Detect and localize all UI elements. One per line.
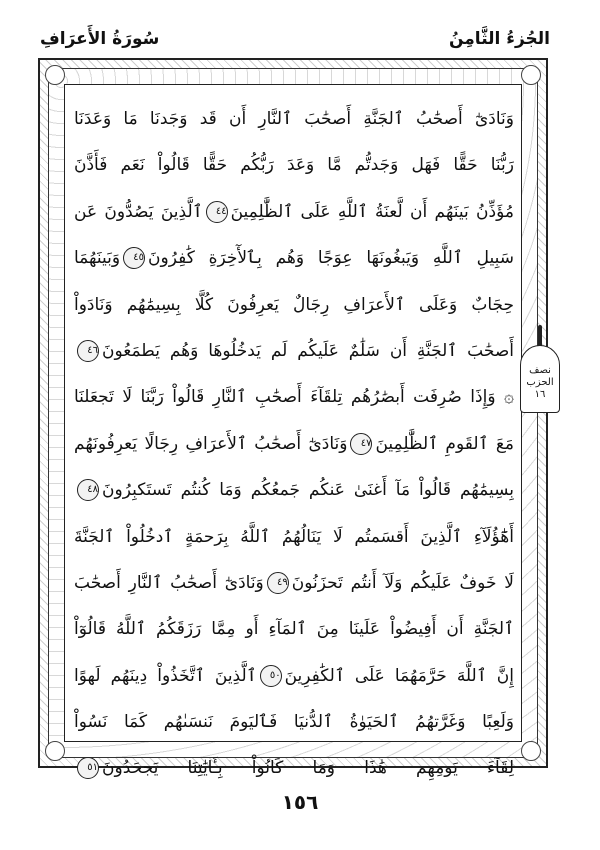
text-line xyxy=(74,374,514,420)
text-line xyxy=(74,96,514,142)
page-header xyxy=(40,24,550,54)
page-number: ١٥٦ xyxy=(281,790,319,814)
text-line xyxy=(74,328,514,374)
text-line xyxy=(74,282,514,328)
ayah-number-icon: ٤٤ xyxy=(206,201,228,223)
ayah-number-icon: ٤٥ xyxy=(123,247,145,269)
text-line xyxy=(74,699,514,745)
text-line xyxy=(74,606,514,652)
verse-text: بِسِيمَٰهُم قَالُواْ مَآ أَغنَىٰ عَنكُم جَمعُكُم وَمَا كُنتُم تَستَكبِرُونَ xyxy=(102,480,514,501)
text-line xyxy=(74,421,514,467)
corner-ornament xyxy=(521,65,541,85)
hizb-marker xyxy=(520,325,560,415)
juz-title: الجُزءُ الثَّامِنُ xyxy=(448,29,550,49)
text-line xyxy=(74,142,514,188)
text-line xyxy=(74,560,514,606)
marker-spire xyxy=(538,325,542,347)
ayah-number-icon: ٤٦ xyxy=(77,340,99,362)
marker-line-2: الحزب xyxy=(526,377,554,388)
text-line xyxy=(74,235,514,281)
verse-text: أَهَٰٓؤُلَآءِ ٱلَّذِينَ أَقسَمتُم لَا يَنَالُهُمُ ٱللَّهُ بِرَحمَةٍ ٱدخُلُواْ ٱلجَنَّةَ xyxy=(74,526,514,547)
verse-text: ٱلَّذِينَ يَصُدُّونَ عَن xyxy=(74,201,203,222)
ayah-number-icon: ٤٩ xyxy=(267,572,289,594)
ayah-number-icon: ٤٧ xyxy=(350,433,372,455)
marker-line-3: ١٦ xyxy=(534,389,546,400)
verse-text: سَبِيلِ ٱللَّهِ وَيَبغُونَهَا عِوَجًا وَهُم بِٱلأٓخِرَةِ كَٰفِرُونَ xyxy=(148,248,514,269)
quran-text xyxy=(74,96,514,779)
verse-text: إِنَّ ٱللَّهَ حَرَّمَهُمَا عَلَى ٱلكَٰفِرِينَ xyxy=(284,665,514,686)
verse-text: وَلَعِبًا وَغَرَّتهُمُ ٱلحَيَوٰةُ ٱلدُّنيَا فَٱليَومَ نَنسَىٰهُم كَمَا نَسُواْ xyxy=(74,712,514,733)
ayah-number-icon: ٥٠ xyxy=(260,665,282,687)
verse-text: لِقَآءَ يَومِهِم هَٰذَا وَمَا كَانُواْ بِـَٔايَٰتِنَا يَجحَدُونَ xyxy=(102,758,514,779)
verse-text: وَبَينَهُمَا xyxy=(74,248,121,269)
text-line xyxy=(74,514,514,560)
marker-line-1: نصف xyxy=(529,365,551,376)
text-line xyxy=(74,745,514,791)
ayah-number-icon: ٤٨ xyxy=(77,479,99,501)
verse-text: لَا خَوفٌ عَلَيكُم وَلَآ أَنتُم تَحزَنُونَ xyxy=(291,572,514,593)
corner-ornament xyxy=(521,741,541,761)
verse-text: ۞ وَإِذَا صُرِفَت أَبصَٰرُهُم تِلقَآءَ أَصحَٰبِ ٱلنَّارِ قَالُواْ رَبَّنَا لَا تَجعَلنَا xyxy=(74,387,514,408)
corner-ornament xyxy=(45,741,65,761)
ayah-number-icon: ٥١ xyxy=(77,757,99,779)
verse-text: ٱلجَنَّةِ أَن أَفِيضُواْ عَلَينَا مِنَ ٱلمَآءِ أَو مِمَّا رَزَقَكُمُ ٱللَّهُ قَالُوٓاْ xyxy=(74,619,514,640)
verse-text: وَنَادَىٰٓ أَصحَٰبُ ٱلنَّارِ أَصحَٰبَ xyxy=(74,572,264,593)
surah-title: سُورَةُ الأَعرَافِ xyxy=(40,29,160,49)
marker-label xyxy=(520,365,560,401)
verse-text: مُؤَذِّنُ بَينَهُم أَن لَّعنَةُ ٱللَّهِ عَلَى ٱلظَّٰلِمِينَ xyxy=(230,201,514,222)
verse-text: رَبُّنَا حَقًّا فَهَل وَجَدتُّم مَّا وَعَدَ رَبُّكُم حَقًّا قَالُواْ نَعَم فَأَذَّنَ xyxy=(74,155,514,176)
corner-ornament xyxy=(45,65,65,85)
text-line xyxy=(74,653,514,699)
verse-text: حِجَابٌ وَعَلَى ٱلأَعرَافِ رِجَالٌ يَعرِفُونَ كُلَّا بِسِيمَٰهُم وَنَادَواْ xyxy=(74,294,514,315)
verse-text: وَنَادَىٰٓ أَصحَٰبُ ٱلجَنَّةِ أَصحَٰبَ ٱلنَّارِ أَن قَد وَجَدنَا مَا وَعَدَنَا xyxy=(74,109,514,129)
verse-text: ٱلَّذِينَ ٱتَّخَذُواْ دِينَهُم لَهوًا xyxy=(74,665,257,686)
verse-text: أَصحَٰبَ ٱلجَنَّةِ أَن سَلَٰمٌ عَلَيكُم لَم يَدخُلُوهَا وَهُم يَطمَعُونَ xyxy=(102,340,514,361)
text-line xyxy=(74,189,514,235)
verse-text: مَعَ ٱلقَومِ ٱلظَّٰلِمِينَ xyxy=(375,433,514,454)
verse-text: وَنَادَىٰٓ أَصحَٰبُ ٱلأَعرَافِ رِجَالًا يَعرِفُونَهُم xyxy=(74,433,348,454)
text-line xyxy=(74,467,514,513)
